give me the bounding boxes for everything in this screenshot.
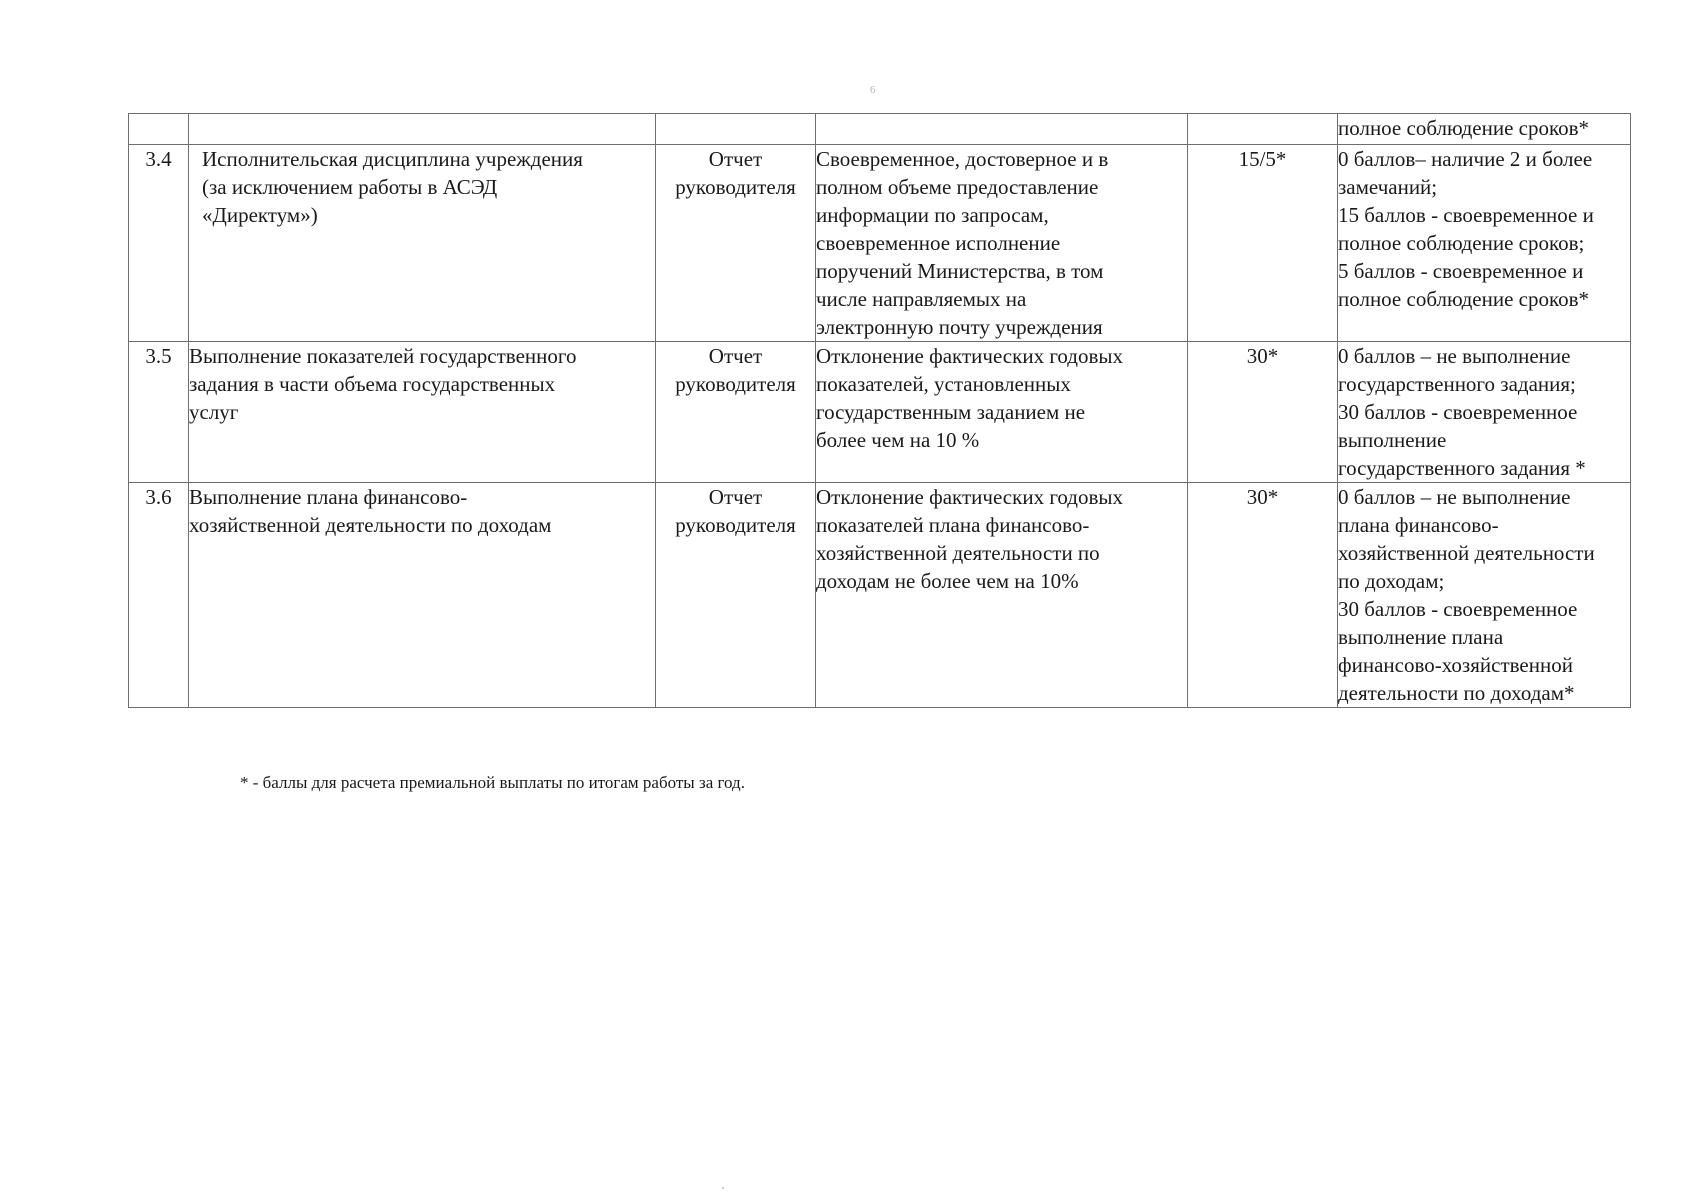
cell-name xyxy=(189,342,656,483)
source-line: Отчет xyxy=(708,485,763,509)
evaluation-line: полное соблюдение сроков* xyxy=(1338,287,1590,311)
source-line: руководителя xyxy=(675,175,796,199)
evaluation-line: по доходам; xyxy=(1338,569,1445,593)
source-line: Отчет xyxy=(708,344,763,368)
criteria-table xyxy=(128,113,1631,708)
name-line: Выполнение показателей государственного xyxy=(189,344,577,368)
footnote: * - баллы для расчета премиальной выплаты по итогам работы за год. xyxy=(240,773,745,792)
cell-source xyxy=(656,342,816,483)
source-line: Отчет xyxy=(708,147,763,171)
criterion-line: электронную почту учреждения xyxy=(816,315,1103,339)
evaluation-line: государственного задания * xyxy=(1338,456,1586,480)
table-row xyxy=(129,483,1631,708)
cell-num xyxy=(129,114,189,145)
evaluation-line: 0 баллов– наличие 2 и более xyxy=(1338,147,1593,171)
evaluation-line: 30 баллов - своевременное xyxy=(1338,597,1578,621)
cell-num: 3.5 xyxy=(129,342,189,483)
cell-name xyxy=(189,145,656,342)
evaluation-line: деятельности по доходам* xyxy=(1338,681,1575,705)
evaluation-line: государственного задания; xyxy=(1338,372,1576,396)
criterion-line: хозяйственной деятельности по xyxy=(816,541,1100,565)
cell-criterion xyxy=(816,483,1188,708)
cell-criterion xyxy=(816,114,1188,145)
name-line: Выполнение плана финансово- xyxy=(189,485,468,509)
criterion-line: более чем на 10 % xyxy=(816,428,980,452)
cell-points: 30* xyxy=(1188,483,1338,708)
source-line: руководителя xyxy=(675,372,796,396)
criterion-line: Своевременное, достоверное и в xyxy=(816,147,1109,171)
name-line: задания в части объема государственных xyxy=(189,372,556,396)
evaluation-line: плана финансово- xyxy=(1338,513,1499,537)
evaluation-line: 0 баллов – не выполнение xyxy=(1338,485,1571,509)
evaluation-line: 0 баллов – не выполнение xyxy=(1338,344,1571,368)
criterion-line: поручений Министерства, в том xyxy=(816,259,1104,283)
evaluation-line: 15 баллов - своевременное и xyxy=(1338,203,1594,227)
name-line: «Директум») xyxy=(202,203,318,227)
criterion-line: информации по запросам, xyxy=(816,203,1049,227)
source-line: руководителя xyxy=(675,513,796,537)
criterion-line: полном объеме предоставление xyxy=(816,175,1099,199)
cell-evaluation xyxy=(1338,483,1631,708)
evaluation-line: выполнение xyxy=(1338,428,1447,452)
criterion-line: показателей, установленных xyxy=(816,372,1071,396)
cell-evaluation xyxy=(1338,145,1631,342)
cell-source xyxy=(656,145,816,342)
scan-speck xyxy=(722,1187,724,1189)
cell-num: 3.4 xyxy=(129,145,189,342)
name-line: (за исключением работы в АСЭД xyxy=(202,175,498,199)
evaluation-line: полное соблюдение сроков; xyxy=(1338,231,1585,255)
table-row xyxy=(129,342,1631,483)
evaluation-line: полное соблюдение сроков* xyxy=(1338,116,1590,140)
table-row-continuation xyxy=(129,114,1631,145)
criterion-line: своевременное исполнение xyxy=(816,231,1061,255)
cell-criterion xyxy=(816,145,1188,342)
criterion-line: числе направляемых на xyxy=(816,287,1027,311)
criterion-line: Отклонение фактических годовых xyxy=(816,344,1124,368)
cell-source xyxy=(656,114,816,145)
criterion-line: доходам не более чем на 10% xyxy=(816,569,1079,593)
cell-points: 30* xyxy=(1188,342,1338,483)
criterion-line: показателей плана финансово- xyxy=(816,513,1090,537)
cell-name xyxy=(189,114,656,145)
evaluation-line: замечаний; xyxy=(1338,175,1438,199)
evaluation-line: 30 баллов - своевременное xyxy=(1338,400,1578,424)
cell-evaluation xyxy=(1338,114,1631,145)
criterion-line: государственным заданием не xyxy=(816,400,1086,424)
table-row xyxy=(129,145,1631,342)
evaluation-line: выполнение плана xyxy=(1338,625,1504,649)
name-line: Исполнительская дисциплина учреждения xyxy=(202,147,583,171)
cell-points xyxy=(1188,114,1338,145)
cell-criterion xyxy=(816,342,1188,483)
name-line: хозяйственной деятельности по доходам xyxy=(189,513,552,537)
cell-source xyxy=(656,483,816,708)
criterion-line: Отклонение фактических годовых xyxy=(816,485,1124,509)
page-number-mark: 6 xyxy=(870,84,876,96)
cell-evaluation xyxy=(1338,342,1631,483)
name-line: услуг xyxy=(189,400,239,424)
cell-points: 15/5* xyxy=(1188,145,1338,342)
evaluation-line: хозяйственной деятельности xyxy=(1338,541,1595,565)
evaluation-line: финансово-хозяйственной xyxy=(1338,653,1573,677)
cell-num: 3.6 xyxy=(129,483,189,708)
evaluation-line: 5 баллов - своевременное и xyxy=(1338,259,1584,283)
cell-name xyxy=(189,483,656,708)
